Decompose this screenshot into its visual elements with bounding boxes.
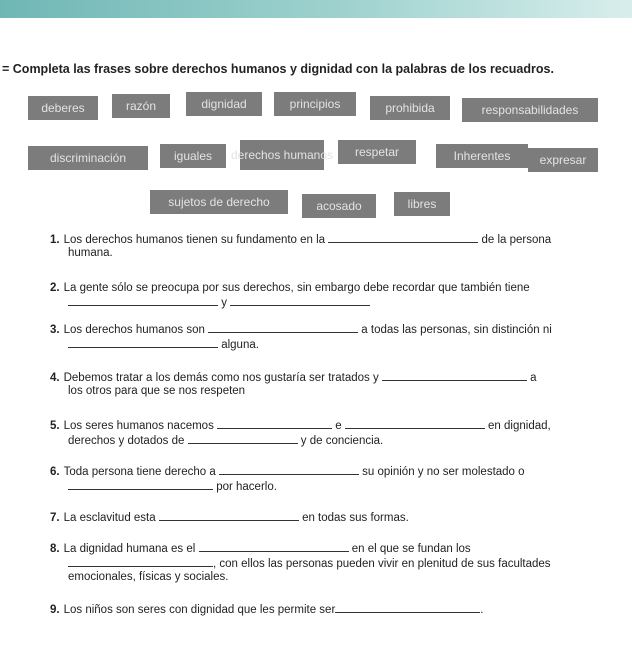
question-6: 6. Toda persona tiene derecho a su opinión y no ser molestado o por hacerlo.: [50, 466, 525, 493]
word-box-principios: principios: [274, 92, 356, 116]
question-2: 2. La gente sólo se preocupa por sus derechos, sin embargo debe recordar que también tiene y: [50, 282, 530, 309]
answer-blank[interactable]: [159, 510, 299, 521]
question-8: 8. La dignidad humana es el en el que se fundan los , con ellos las personas pueden vivir en plenitud de sus facultades emocionales, físicas y sociales.: [50, 543, 551, 583]
instruction-heading: = Completa las frases sobre derechos humanos y dignidad con la palabras de los recuadros.: [2, 62, 554, 76]
answer-blank[interactable]: [68, 556, 213, 567]
word-box-respetar: respetar: [338, 140, 416, 164]
word-box-dignidad: dignidad: [186, 92, 262, 116]
answer-blank[interactable]: [68, 337, 218, 348]
answer-blank[interactable]: [328, 232, 478, 243]
word-box-iguales: iguales: [160, 144, 226, 168]
question-9: 9. Los niños son seres con dignidad que les permite ser .: [50, 604, 484, 616]
question-1: 1. Los derechos humanos tienen su fundamento en la de la persona humana.: [50, 234, 552, 259]
answer-blank[interactable]: [68, 479, 213, 490]
question-3: 3. Los derechos humanos son a todas las personas, sin distinción ni alguna.: [50, 324, 552, 351]
answer-blank[interactable]: [219, 464, 359, 475]
answer-blank[interactable]: [230, 295, 370, 306]
word-box-responsabilidades: responsabilidades: [462, 98, 598, 122]
word-box-expresar: expresar: [528, 148, 598, 172]
word-box-derechos-humanos: derechos humanos: [240, 140, 324, 170]
question-7: 7. La esclavitud esta en todas sus formas.: [50, 512, 409, 524]
word-box-inherentes: Inherentes: [436, 144, 528, 168]
word-box-prohibida: prohibida: [370, 96, 450, 120]
word-box-acosado: acosado: [302, 194, 376, 218]
word-box-sujetos-de-derecho: sujetos de derecho: [150, 190, 288, 214]
word-box-discriminacion: discriminación: [28, 146, 148, 170]
answer-blank[interactable]: [208, 322, 358, 333]
word-box-razon: razón: [112, 94, 170, 118]
answer-blank[interactable]: [188, 433, 298, 444]
question-5: 5. Los seres humanos nacemos e en dignidad, derechos y dotados de y de conciencia.: [50, 420, 551, 447]
answer-blank[interactable]: [382, 370, 527, 381]
answer-blank[interactable]: [345, 418, 485, 429]
word-box-deberes: deberes: [28, 96, 98, 120]
answer-blank[interactable]: [217, 418, 332, 429]
answer-blank[interactable]: [68, 295, 218, 306]
answer-blank[interactable]: [199, 541, 349, 552]
question-4: 4. Debemos tratar a los demás como nos gustaría ser tratados y a los otros para que se nos respeten: [50, 372, 537, 397]
answer-blank[interactable]: [335, 602, 480, 613]
top-banner: [0, 0, 632, 18]
word-box-libres: libres: [394, 192, 450, 216]
